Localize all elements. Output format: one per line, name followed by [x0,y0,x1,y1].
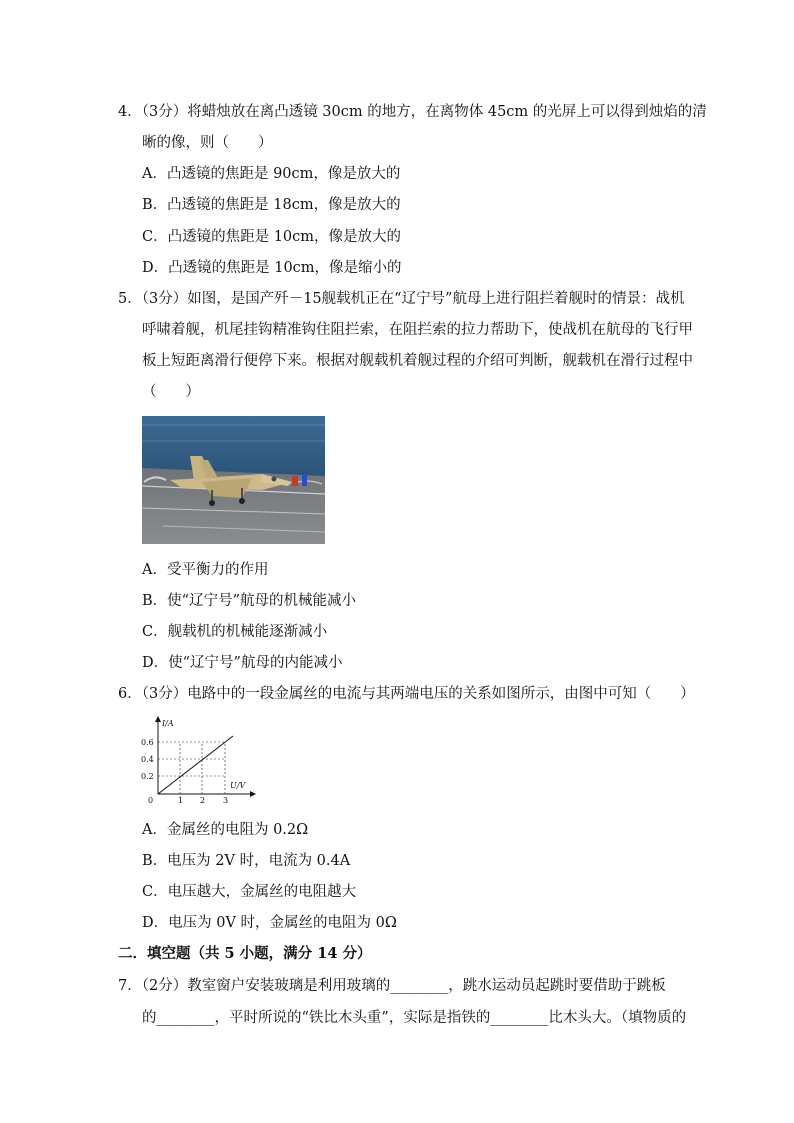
q7-stem-line2: 的________，平时所说的“铁比木头重”，实际是指铁的________比木头大。（填物质的 [142,1010,687,1026]
origin-label: 0 [148,796,154,805]
x-tick-label: 1 [178,796,184,805]
x-tick-label: 2 [200,796,206,805]
q5-option-a: A．受平衡力的作用 [142,562,269,578]
y-tick-label: 0.2 [141,772,154,781]
q7-stem-line1: 7．（2分）教室窗户安装玻璃是利用玻璃的________，跳水运动员起跳时要借助于跳板 [118,978,666,994]
y-axis-arrow [155,716,161,722]
y-tick-label: 0.4 [141,755,154,764]
q6-stem-line1: 6．（3分）电路中的一段金属丝的电流与其两端电压的关系如图所示，由图中可知（ ） [118,686,695,702]
y-axis-label: I/A [162,719,174,728]
q5-option-b: B．使“辽宁号”航母的机械能减小 [142,593,356,609]
q5-stem-line3: 板上短距离滑行便停下来。根据对舰载机着舰过程的介绍可判断，舰载机在滑行过程中 [142,353,693,369]
q6-option-b: B．电压为 2V 时，电流为 0.4A [142,853,351,869]
q6-option-c: C．电压越大，金属丝的电阻越大 [142,884,357,900]
q4-option-c: C．凸透镜的焦距是 10cm，像是放大的 [142,229,402,245]
iu-graph [138,714,258,806]
x-axis-arrow [250,791,256,797]
q4-stem-line1: 4．（3分）将蜡烛放在离凸透镜 30cm 的地方，在离物体 45cm 的光屏上可以得到烛焰的清 [118,104,707,120]
carrier-jet-photo [142,416,325,544]
q5-stem-line1: 5．（3分）如图，是国产歼－15舰载机正在“辽宁号”航母上进行阻拦着舰时的情景：战机 [118,291,685,307]
iu-line [158,736,233,794]
q5-option-d: D．使“辽宁号”航母的内能减小 [142,655,343,671]
x-tick-label: 3 [223,796,229,805]
q4-option-d: D．凸透镜的焦距是 10cm，像是缩小的 [142,260,402,276]
q6-option-a: A．金属丝的电阻为 0.2Ω [142,822,309,838]
q4-stem-line2: 晰的像，则（ ） [142,135,273,151]
q5-stem-line4: （ ） [142,384,200,400]
q6-option-d: D．电压为 0V 时，金属丝的电阻为 0Ω [142,915,397,931]
x-axis-label: U/V [230,781,246,790]
q5-option-c: C．舰载机的机械能逐渐减小 [142,624,328,640]
q4-option-b: B．凸透镜的焦距是 18cm，像是放大的 [142,197,401,213]
y-tick-label: 0.6 [141,738,154,747]
section-title: 二．填空题（共 5 小题，满分 14 分） [118,945,372,962]
q5-stem-line2: 呼啸着舰，机尾挂钩精准钩住阻拦索，在阻拦索的拉力帮助下，使战机在航母的飞行甲 [142,322,693,338]
q4-option-a: A．凸透镜的焦距是 90cm，像是放大的 [142,166,401,182]
